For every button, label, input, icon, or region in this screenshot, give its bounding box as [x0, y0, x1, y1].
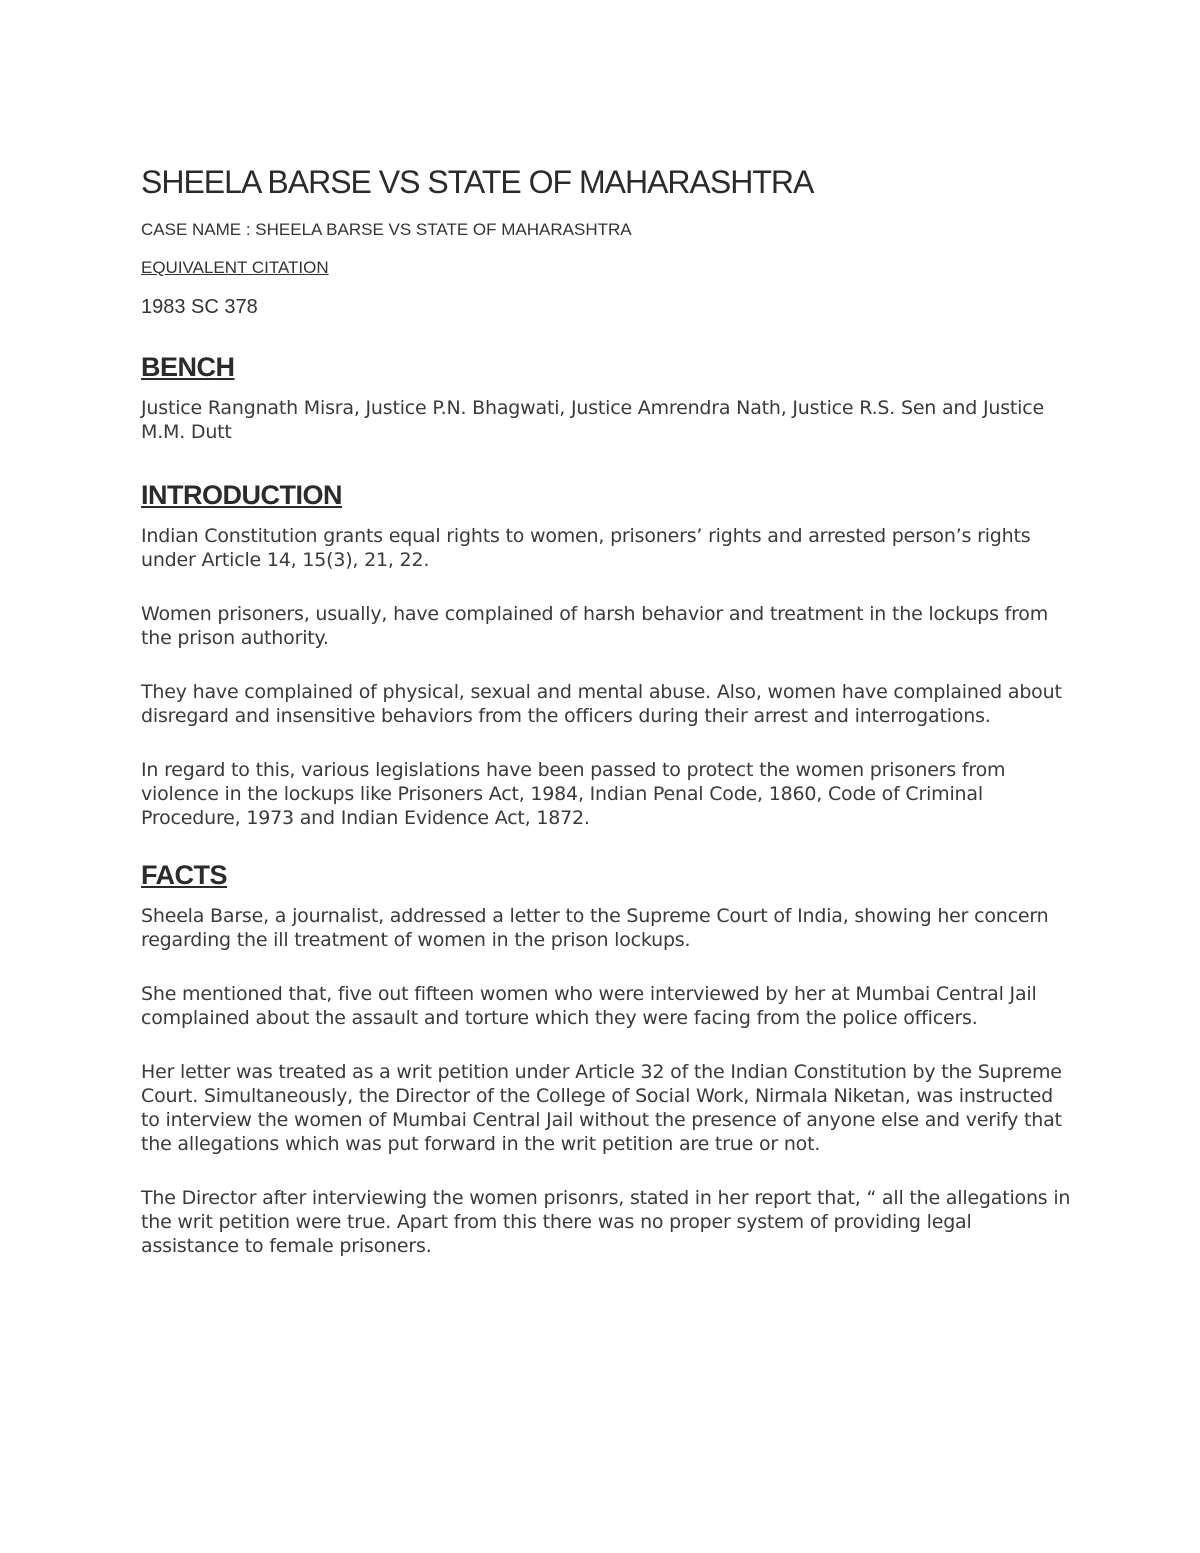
bench-text: Justice Rangnath Misra, Justice P.N. Bhagwati, Justice Amrendra Nath, Justice R.S. Sen and Justice M.M. Dutt	[141, 397, 1044, 443]
facts-paragraph: Her letter was treated as a writ petition under Article 32 of the Indian Constitution by the Supreme Court. Simultaneously, the Director of the College of Social Work, Nirmala Niketan, was instructed to interview the women of Mumbai Central Jail without the presence of anyone else and verify that the allegations which was put forward in the writ petition are true or not.	[141, 1061, 1062, 1155]
introduction-paragraph: Women prisoners, usually, have complained of harsh behavior and treatment in the lockups from the prison authority.	[141, 603, 1049, 649]
introduction-paragraph: Indian Constitution grants equal rights to women, prisoners’ rights and arrested person’s rights under Article 14, 15(3), 21, 22.	[141, 525, 1031, 571]
document-title: SHEELA BARSE VS STATE OF MAHARASHTRA	[141, 164, 814, 200]
bench-heading: BENCH	[141, 352, 235, 382]
introduction-heading: INTRODUCTION	[141, 480, 342, 510]
introduction-paragraph: They have complained of physical, sexual and mental abuse. Also, women have complained about disregard and insensitive behaviors from the officers during their arrest and interrogations.	[141, 681, 1062, 727]
introduction-section	[141, 476, 1071, 830]
case-name: CASE NAME : SHEELA BARSE VS STATE OF MAHARASHTRA	[141, 220, 632, 239]
facts-paragraph: The Director after interviewing the women prisonrs, stated in her report that, “ all the allegations in the writ petition were true. Apart from this there was no proper system of providing legal assistance to female prisoners.	[141, 1187, 1071, 1257]
equivalent-citation-label: EQUIVALENT CITATION	[141, 258, 329, 277]
bench-section	[141, 348, 1071, 444]
facts-paragraph: Sheela Barse, a journalist, addressed a letter to the Supreme Court of India, showing her concern regarding the ill treatment of women in the prison lockups.	[141, 905, 1049, 951]
facts-section	[141, 856, 1071, 1258]
introduction-paragraph: In regard to this, various legislations have been passed to protect the women prisoners from violence in the lockups like Prisoners Act, 1984, Indian Penal Code, 1860, Code of Criminal Procedure, 1973 and Indian Evidence Act, 1872.	[141, 759, 1006, 829]
document-page	[141, 160, 1071, 1288]
facts-paragraph: She mentioned that, five out fifteen women who were interviewed by her at Mumbai Central Jail complained about the assault and torture which they were facing from the police officers.	[141, 983, 1037, 1029]
facts-heading: FACTS	[141, 860, 228, 890]
equivalent-citation-value: 1983 SC 378	[141, 296, 258, 318]
